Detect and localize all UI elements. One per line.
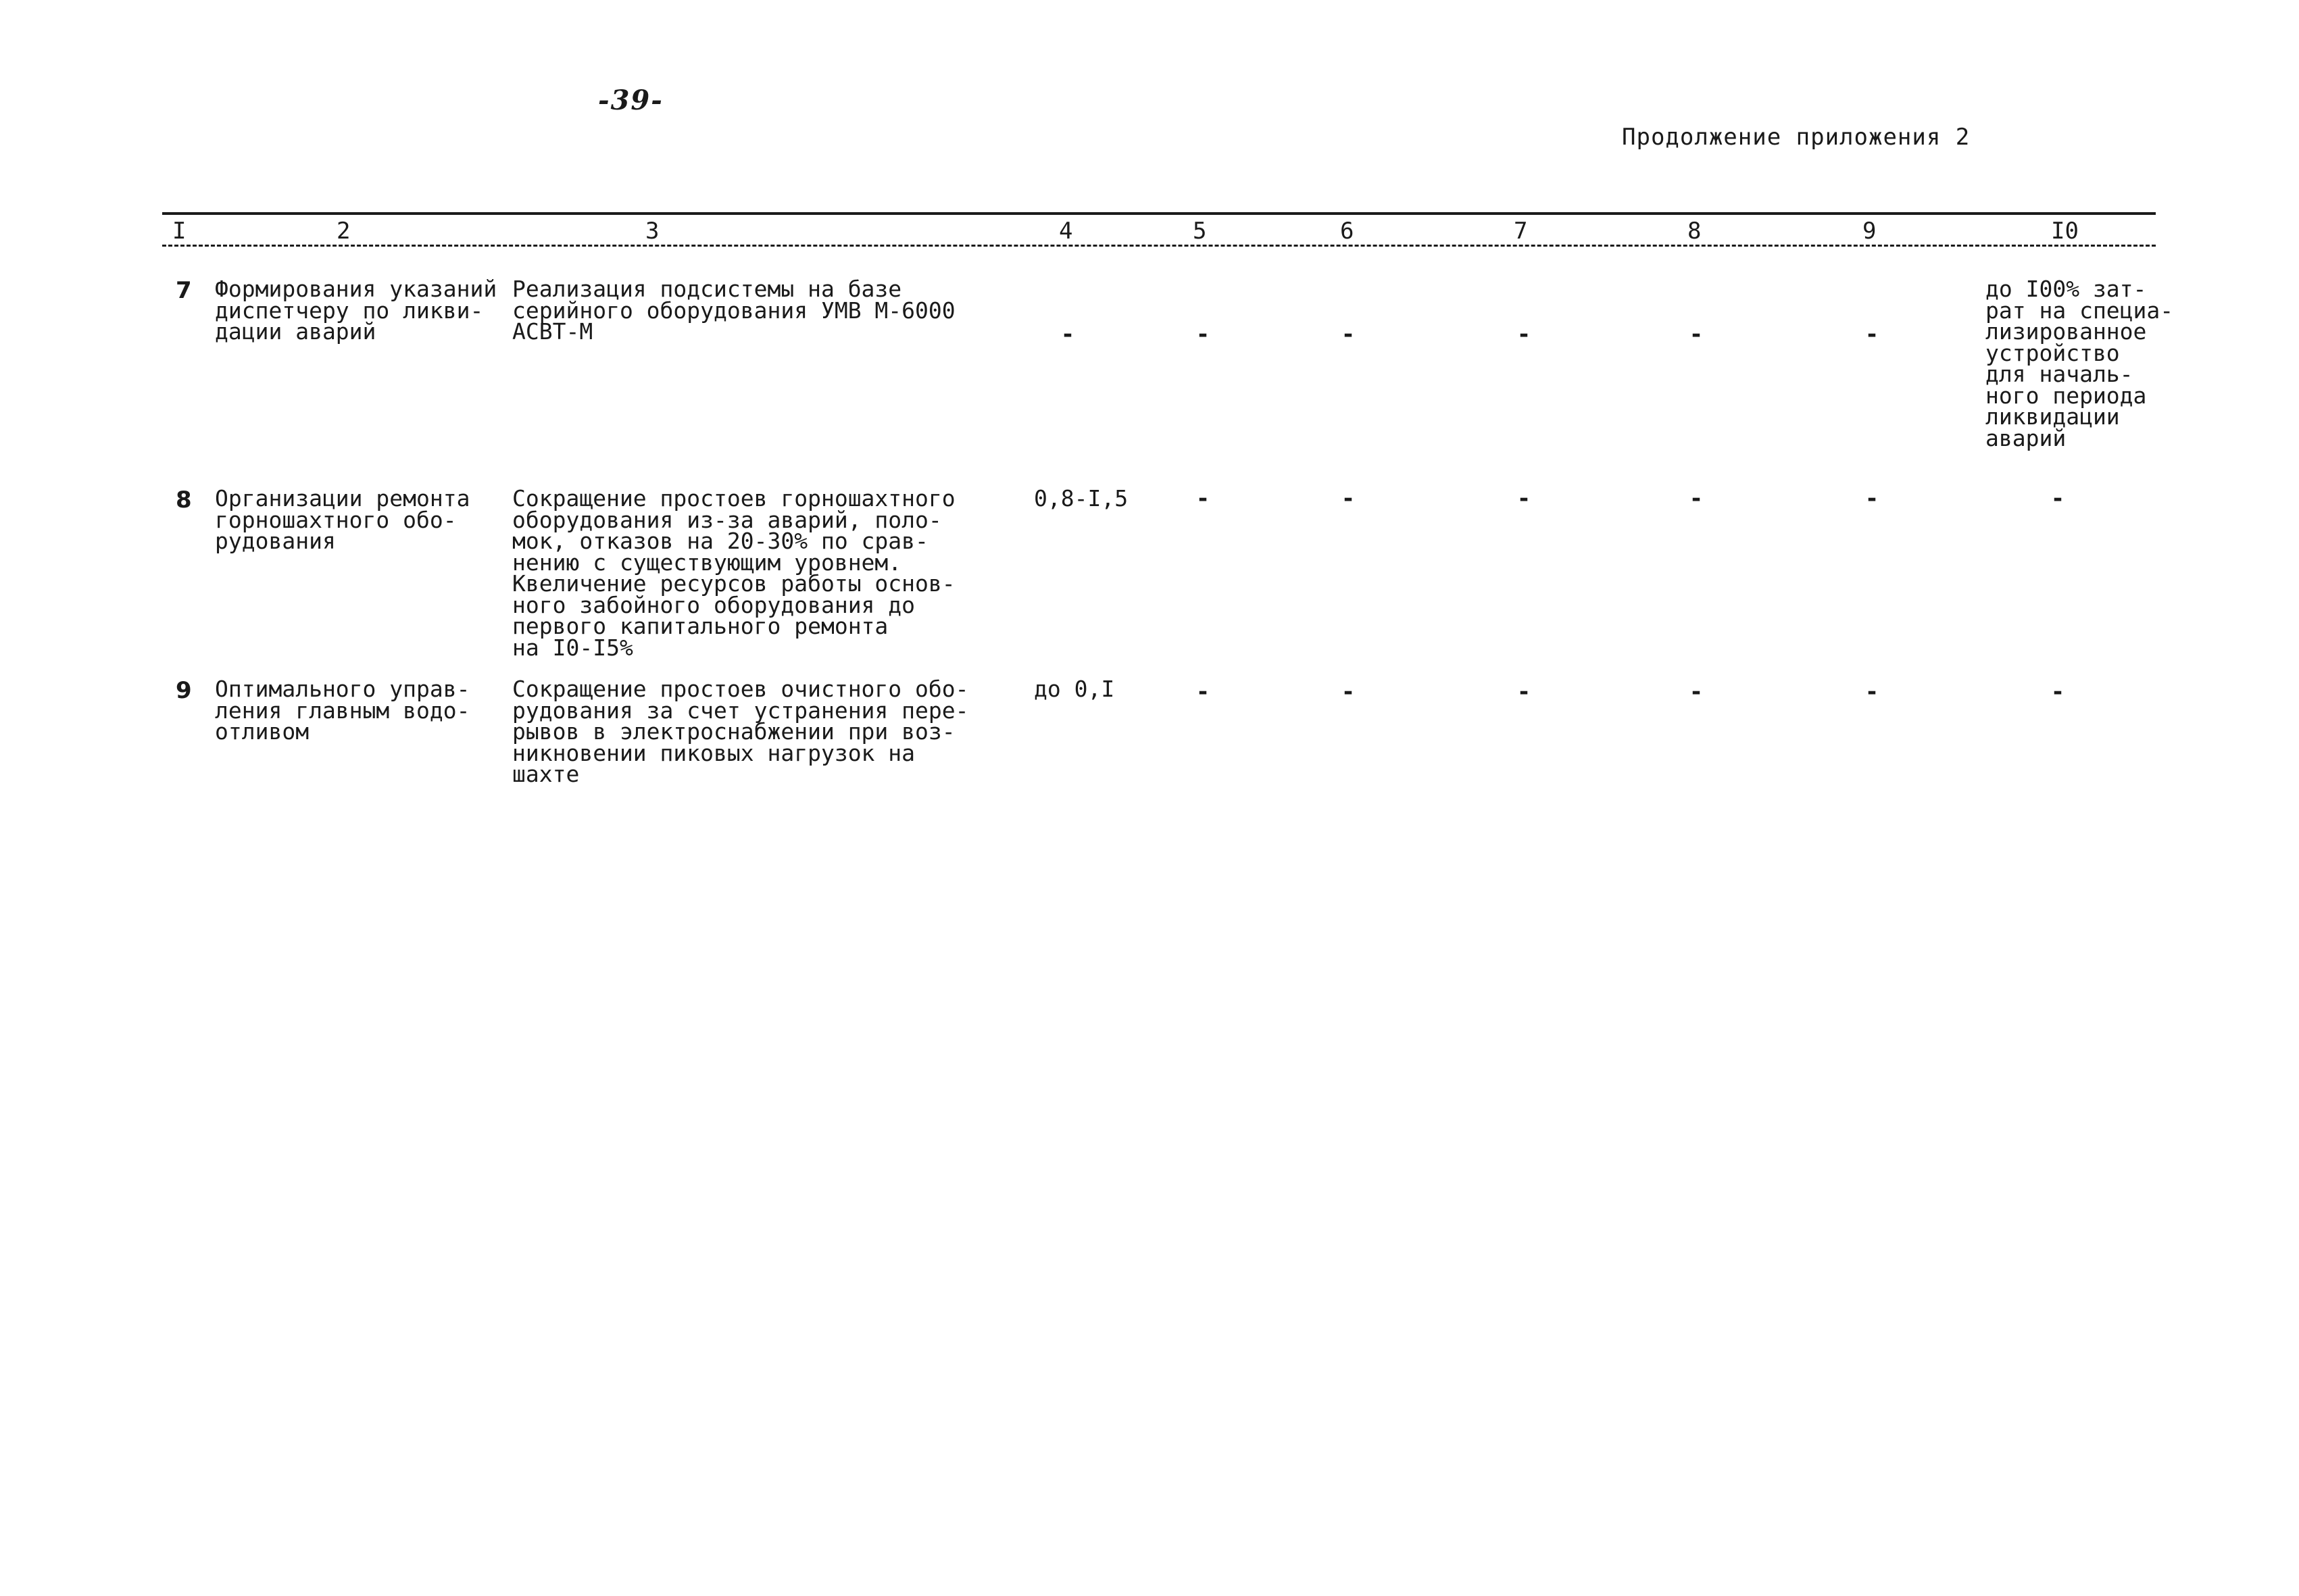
column-header-9: 9 — [1862, 218, 1877, 245]
column-header-10: I0 — [2051, 218, 2079, 245]
row-7-col10: до I00% зат- рат на специа- лизированное устройство для началь- ного периода ликвидации аварий — [1985, 276, 2174, 451]
row-8-number: 8 — [176, 487, 192, 514]
row-8-col9: - — [1864, 485, 1879, 512]
row-9-col8: - — [1689, 678, 1704, 705]
row-9-col5: - — [1195, 678, 1210, 705]
row-9-col7: - — [1516, 678, 1531, 705]
table-header-rule — [162, 245, 2156, 247]
column-header-1: I — [172, 218, 187, 245]
column-header-6: 6 — [1340, 218, 1354, 245]
row-8-col10: - — [2050, 485, 2065, 512]
row-8-col5: - — [1195, 485, 1210, 512]
column-header-4: 4 — [1059, 218, 1073, 245]
row-7-number: 7 — [176, 277, 192, 304]
row-9-task: Оптимального управ- ления главным водо- отливом — [215, 676, 470, 745]
row-7-col4: - — [1060, 321, 1075, 348]
row-9-col10: - — [2050, 678, 2065, 705]
column-header-3: 3 — [645, 218, 660, 245]
row-7-effect: Реализация подсистемы на базе серийного оборудования УМВ М-6000 АСВТ-М — [512, 276, 956, 345]
row-7-task: Формирования указаний диспетчеру по ликви- дации аварий — [215, 276, 497, 345]
row-8-task: Организации ремонта горношахтного обо- рудования — [215, 485, 470, 554]
row-7-col6: - — [1341, 321, 1356, 348]
row-7-col9: - — [1864, 321, 1879, 348]
column-header-2: 2 — [337, 218, 351, 245]
column-header-8: 8 — [1687, 218, 1702, 245]
row-9-col4: до 0,I — [1034, 676, 1115, 702]
row-7-col7: - — [1516, 321, 1531, 348]
row-9-effect: Сокращение простоев очистного обо- рудования за счет устранения пере- рывов в электроснабжении при воз- никновении пиковых нагрузок на шахте — [512, 676, 969, 787]
table-top-rule — [162, 212, 2156, 215]
row-8-effect: Сокращение простоев горношахтного оборудования из-за аварий, поло- мок, отказов на 20-30% по срав- нению с существующим уровнем. Квеличение ресурсов работы основ- ного забойного оборудования до первого капитального ремонта на I0-I5% — [512, 485, 956, 661]
row-9-col9: - — [1864, 678, 1879, 705]
row-8-col8: - — [1689, 485, 1704, 512]
column-header-5: 5 — [1193, 218, 1207, 245]
row-9-number: 9 — [176, 677, 192, 704]
continuation-title: Продолжение приложения 2 — [1622, 124, 1971, 151]
row-9-col6: - — [1341, 678, 1356, 705]
row-8-col6: - — [1341, 485, 1356, 512]
column-header-7: 7 — [1514, 218, 1528, 245]
row-7-col5: - — [1195, 321, 1210, 348]
row-7-col8: - — [1689, 321, 1704, 348]
row-8-col7: - — [1516, 485, 1531, 512]
page-number: -39- — [598, 84, 664, 116]
row-8-col4: 0,8-I,5 — [1034, 485, 1129, 512]
